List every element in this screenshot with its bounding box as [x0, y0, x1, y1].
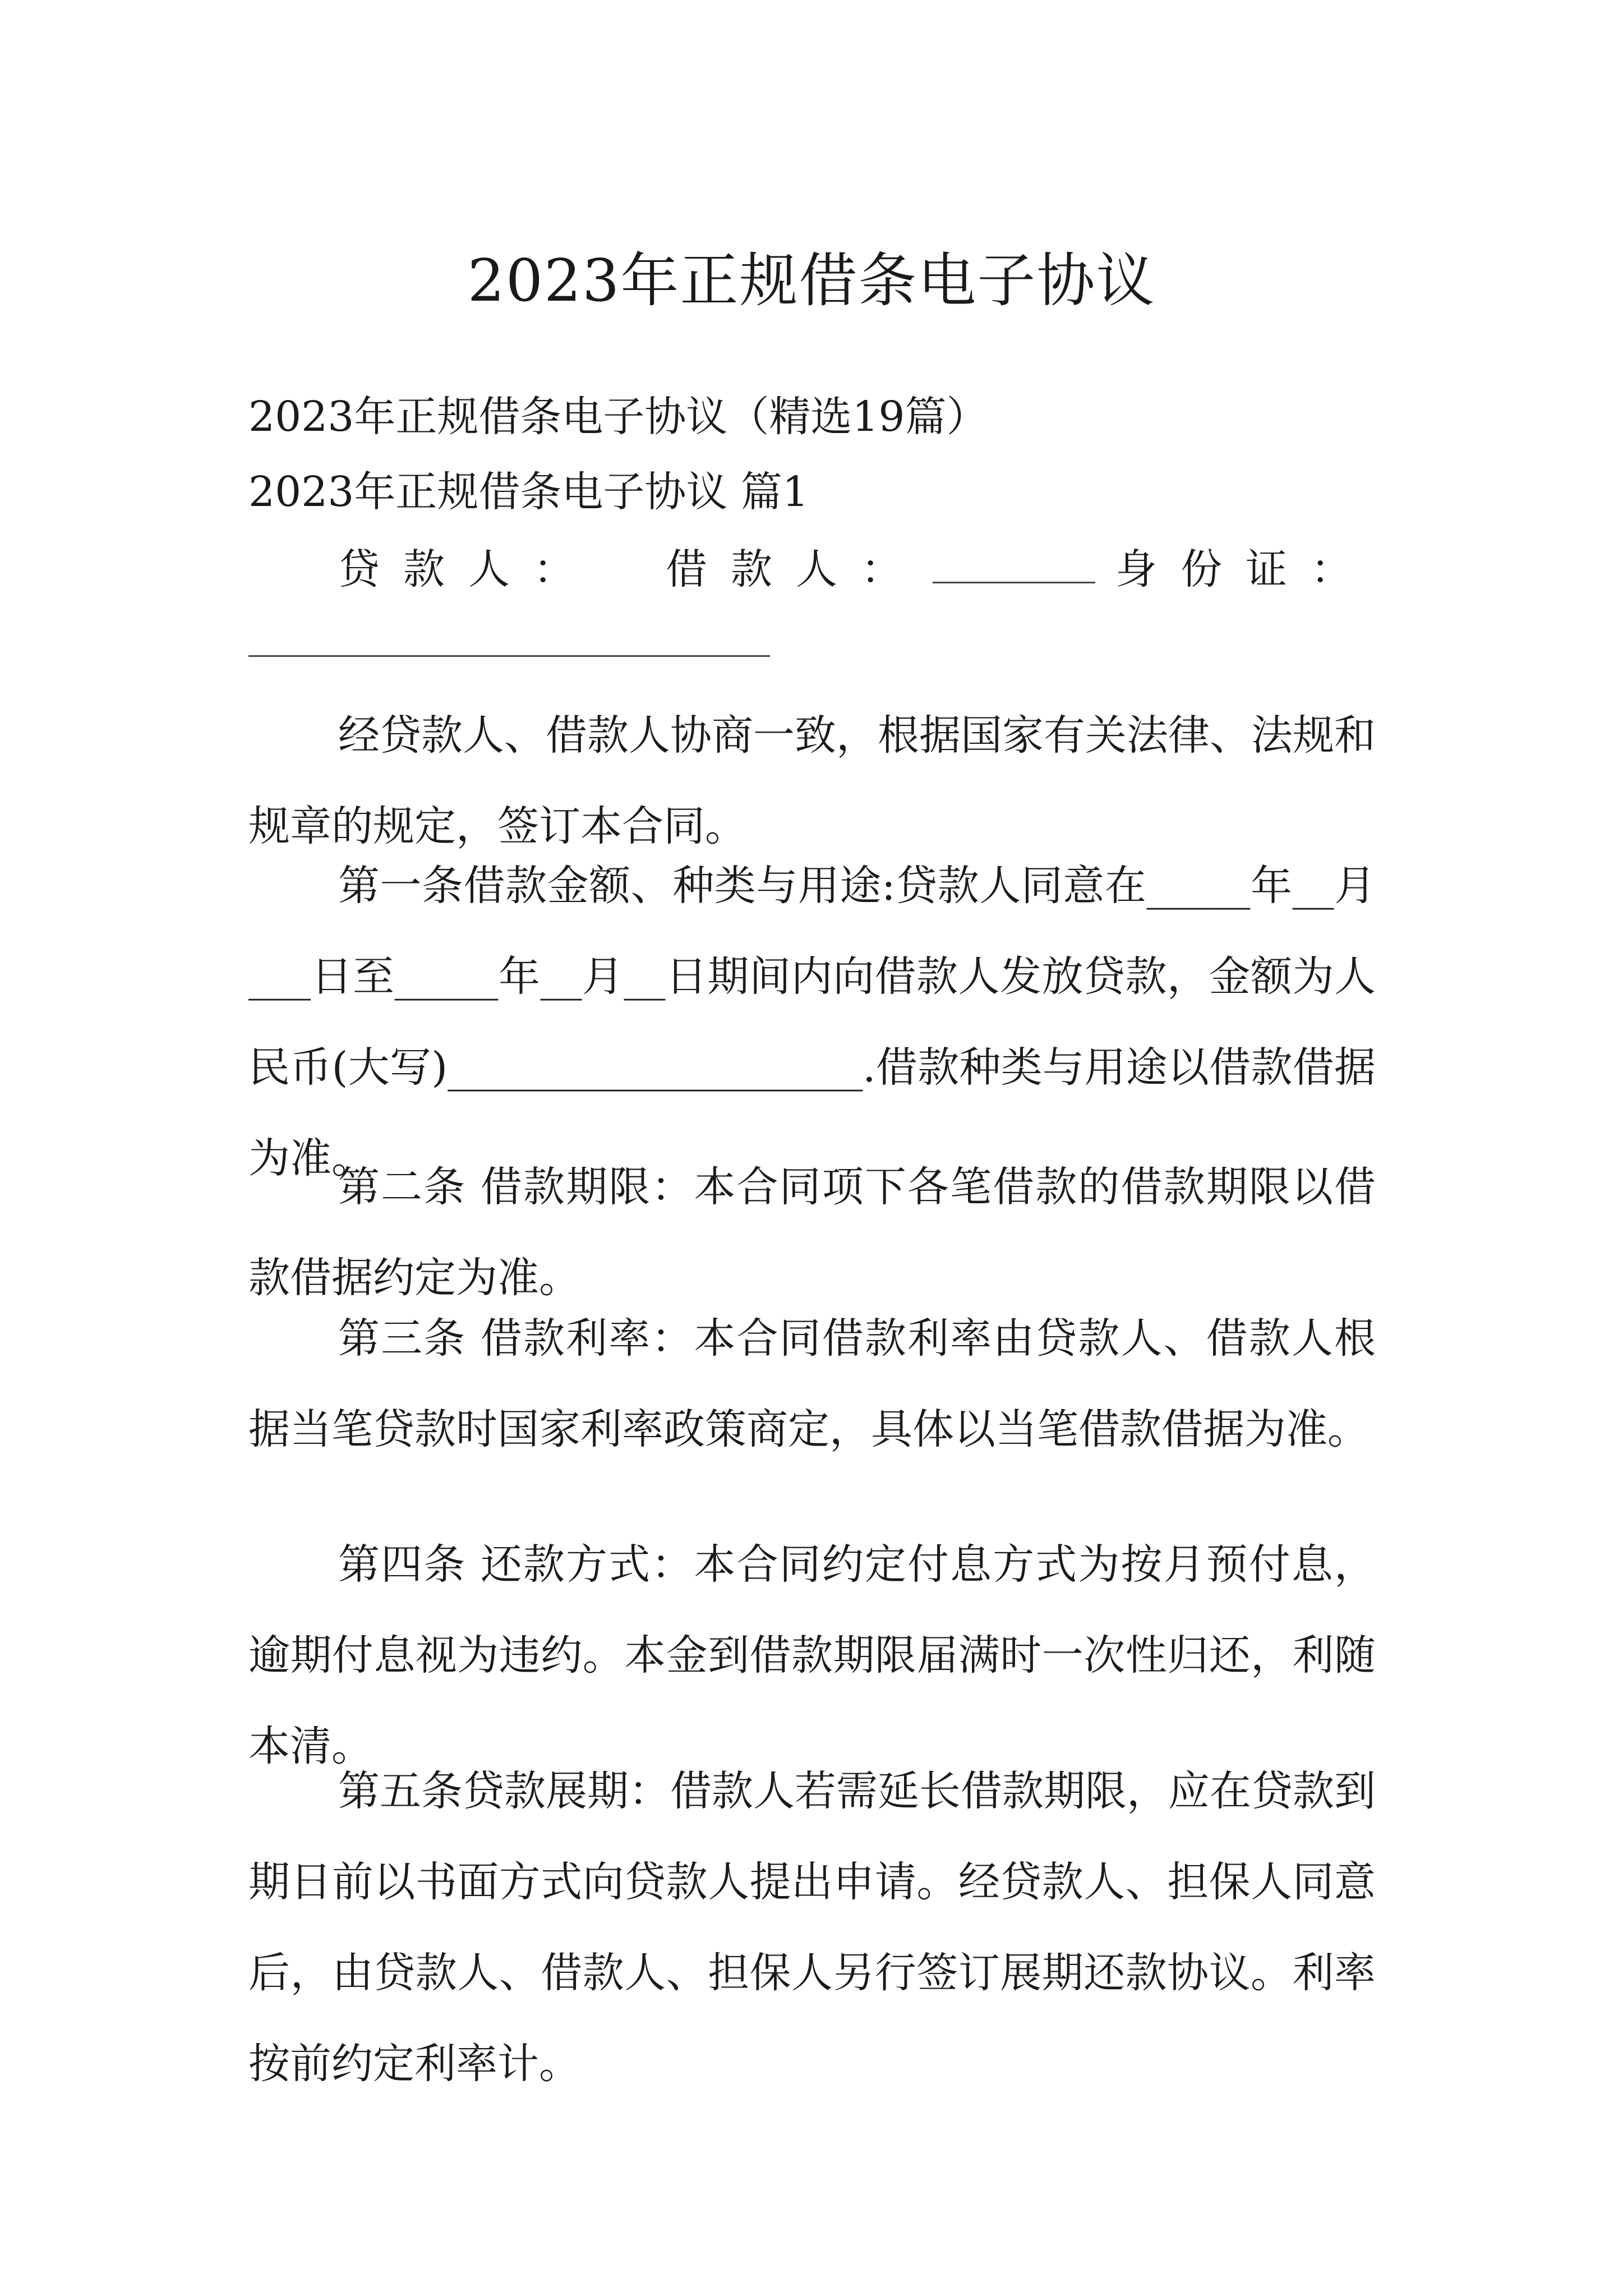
- paragraph-article-3: 第三条 借款利率：本合同借款利率由贷款人、借款人根据当笔贷款时国家利率政策商定，具体以当笔借款借据为准。: [248, 1314, 1376, 1453]
- paragraph-article-5: 第五条贷款展期：借款人若需延长借款期限，应在贷款到期日前以书面方式向贷款人提出申请。经贷款人、担保人同意后，由贷款人、借款人、担保人另行签订展期还款协议。利率按前约定利率计。: [248, 1767, 1376, 2088]
- paragraph-intro: 经贷款人、借款人协商一致，根据国家有关法律、法规和规章的规定，签订本合同。: [248, 711, 1376, 850]
- document-subtitle: 2023年正规借条电子协议（精选19篇）: [248, 393, 988, 441]
- paragraph-article-2: 第二条 借款期限：本合同项下各笔借款的借款期限以借款借据约定为准。: [248, 1163, 1376, 1302]
- paragraph-article-1: 第一条借款金额、种类与用途:贷款人同意在_____年__月___日至_____年__月__日期间内向借款人发放贷款，金额为人民币(大写)____________________.借款种类与用途以借款借据为准。: [248, 862, 1376, 1182]
- document-title: 2023年正规借条电子协议: [467, 246, 1156, 315]
- id-label: 身份证：: [1115, 545, 1376, 593]
- borrower-label: 借款人：: [666, 545, 926, 593]
- id-number-blank: [248, 655, 770, 657]
- lender-label: 贷款人：: [338, 545, 598, 593]
- borrower-name-blank: [933, 541, 1095, 583]
- section-heading: 2023年正规借条电子协议 篇1: [248, 468, 809, 516]
- paragraph-article-4: 第四条 还款方式：本合同约定付息方式为按月预付息，逾期付息视为违约。本金到借款期限届满时一次性归还，利随本清。: [248, 1540, 1376, 1770]
- parties-line: [248, 539, 1376, 600]
